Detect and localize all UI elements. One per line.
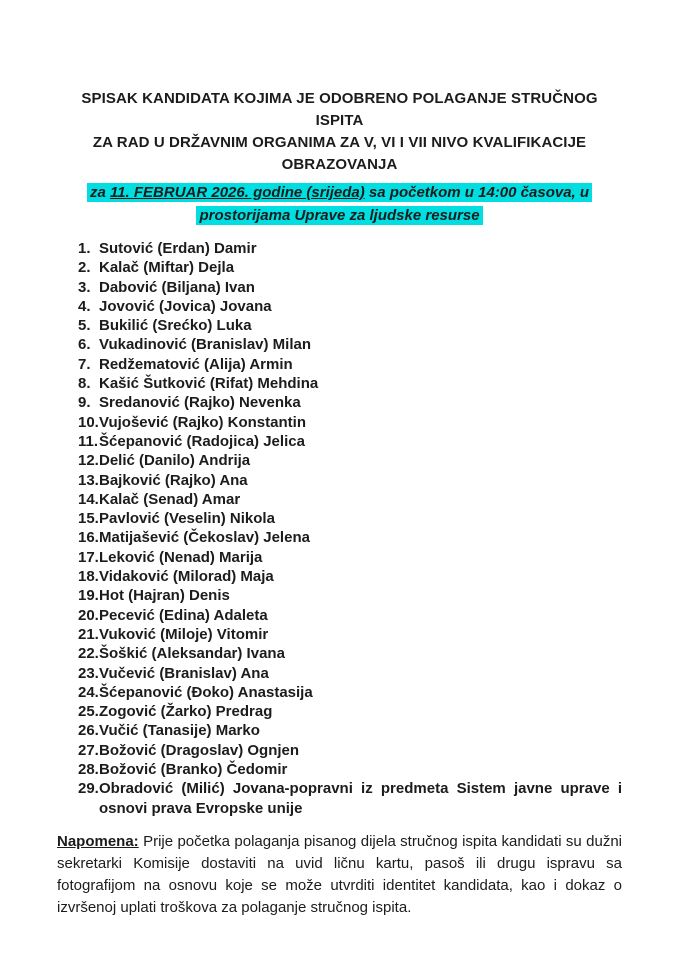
candidate-name: Vučić (Tanasije) Marko (99, 722, 260, 740)
candidate-row (78, 548, 622, 567)
candidate-number: 28. (78, 761, 99, 779)
candidate-row (78, 297, 622, 316)
candidate-row (78, 471, 622, 490)
candidate-name: Obradović (Milić) Jovana-popravni iz predmeta Sistem javne uprave i osnovi prava Evropske unije (99, 780, 622, 817)
candidate-number: 27. (78, 741, 99, 759)
candidate-row (78, 741, 622, 760)
candidate-row (78, 355, 622, 374)
candidate-name: Pavlović (Veselin) Nikola (99, 510, 275, 528)
candidate-row (78, 393, 622, 412)
candidate-name: Vukadinović (Branislav) Milan (99, 336, 311, 354)
exam-date-underlined: 11. FEBRUAR 2026. godine (srijeda) (109, 184, 365, 201)
candidate-row (78, 490, 622, 509)
candidate-number: 16. (78, 529, 99, 547)
candidate-number: 8. (78, 375, 91, 393)
candidate-number: 7. (78, 355, 91, 373)
candidate-number: 22. (78, 645, 99, 663)
candidate-row (78, 625, 622, 644)
candidate-name: Vuković (Miloje) Vitomir (99, 625, 269, 643)
candidate-number: 21. (78, 625, 99, 643)
candidate-name: Redžematović (Alija) Armin (99, 355, 293, 373)
candidate-name: Božović (Branko) Čedomir (99, 761, 288, 779)
candidate-number: 29. (78, 780, 99, 798)
candidate-name: Sutović (Erdan) Damir (99, 240, 257, 257)
candidate-number: 17. (78, 548, 99, 566)
candidate-row (78, 606, 622, 625)
candidate-row (78, 702, 622, 721)
candidate-row (78, 567, 622, 586)
title-line-3: OBRAZOVANJA (281, 156, 398, 173)
candidate-number: 14. (78, 490, 99, 508)
candidate-name: Sredanović (Rajko) Nevenka (99, 394, 301, 412)
candidate-number: 24. (78, 683, 99, 701)
candidate-name: Kalač (Miftar) Dejla (99, 259, 235, 277)
exam-date-subtitle (57, 181, 622, 227)
candidate-name: Bukilić (Srećko) Luka (99, 317, 252, 335)
subtitle-after: sa početkom u 14:00 časova, u (364, 184, 590, 201)
candidate-name: Šćepanović (Đoko) Anastasija (99, 683, 313, 701)
candidate-number: 18. (78, 568, 99, 586)
candidate-number: 12. (78, 452, 99, 470)
candidate-name: Šćepanović (Radojica) Jelica (99, 432, 305, 450)
candidate-number: 9. (78, 394, 91, 412)
candidate-name: Vučević (Branislav) Ana (99, 664, 269, 682)
candidate-name: Kašić Šutković (Rifat) Mehdina (99, 375, 319, 393)
candidate-row (78, 509, 622, 528)
candidate-name: Pecević (Edina) Adaleta (99, 606, 268, 624)
candidate-name: Delić (Danilo) Andrija (99, 452, 251, 470)
candidate-number: 23. (78, 664, 99, 682)
note-body: Prije početka polaganja pisanog dijela stručnog ispita kandidati su dužni sekretarki Komisije dostaviti na uvid ličnu kartu, pasoš ili drugu ispravu sa fotografijom na osnovu koje se može utvrditi identitet kandidata, kao i dokaz o izvršenoj uplati troškova za polaganje stručnog ispita. (57, 832, 622, 916)
candidate-name: Matijašević (Čekoslav) Jelena (99, 529, 310, 547)
candidate-row (78, 664, 622, 683)
candidate-row (78, 258, 622, 277)
candidate-row (78, 779, 622, 818)
candidate-row (78, 413, 622, 432)
note-label: Napomena: (57, 832, 139, 850)
subtitle-prefix: za (89, 184, 110, 201)
candidate-number: 20. (78, 606, 99, 624)
candidate-row (78, 760, 622, 779)
candidate-number: 11. (78, 432, 99, 450)
candidate-name: Jovović (Jovica) Jovana (99, 297, 272, 315)
candidate-number: 15. (78, 510, 99, 528)
document-title (57, 88, 622, 176)
candidate-number: 13. (78, 471, 99, 489)
candidate-row (78, 432, 622, 451)
candidate-name: Hot (Hajran) Denis (99, 587, 230, 605)
candidate-number: 4. (78, 297, 91, 315)
candidate-name: Vujošević (Rajko) Konstantin (99, 413, 306, 431)
candidate-number: 3. (78, 278, 91, 296)
candidate-number: 19. (78, 587, 99, 605)
candidate-row (78, 644, 622, 663)
candidate-number: 6. (78, 336, 91, 354)
candidate-number: 26. (78, 722, 99, 740)
title-line-2: ZA RAD U DRŽAVNIM ORGANIMA ZA V, VI I VII NIVO KVALIFIKACIJE (92, 134, 587, 151)
title-line-1: SPISAK KANDIDATA KOJIMA JE ODOBRENO POLAGANJE STRUČNOG ISPITA (81, 90, 598, 129)
candidate-name: Božović (Dragoslav) Ognjen (99, 741, 300, 759)
candidate-row (78, 335, 622, 354)
candidate-number: 5. (78, 317, 91, 335)
candidate-name: Kalač (Senad) Amar (99, 490, 241, 508)
candidate-number: 1. (78, 240, 91, 257)
candidate-name: Leković (Nenad) Marija (99, 548, 263, 566)
exam-location-highlight-line-2: prostorijama Uprave za ljudske resurse (196, 206, 482, 225)
candidate-row (78, 239, 622, 258)
candidate-number: 25. (78, 703, 99, 721)
candidate-row (78, 721, 622, 740)
candidate-name: Zogović (Žarko) Predrag (99, 703, 273, 721)
candidate-name: Vidaković (Milorad) Maja (99, 568, 274, 586)
candidate-row (78, 586, 622, 605)
candidate-name: Dabović (Biljana) Ivan (99, 278, 255, 296)
candidate-row (78, 278, 622, 297)
candidate-row (78, 374, 622, 393)
candidate-number: 2. (78, 259, 91, 277)
candidate-row (78, 528, 622, 547)
candidate-list (57, 239, 622, 818)
candidate-row (78, 683, 622, 702)
exam-date-highlight-line-1 (87, 183, 592, 202)
candidate-number: 10. (78, 413, 99, 431)
candidate-row (78, 451, 622, 470)
note-paragraph (57, 831, 622, 919)
candidate-row (78, 316, 622, 335)
candidate-name: Šoškić (Aleksandar) Ivana (99, 645, 285, 663)
candidate-name: Bajković (Rajko) Ana (99, 471, 248, 489)
